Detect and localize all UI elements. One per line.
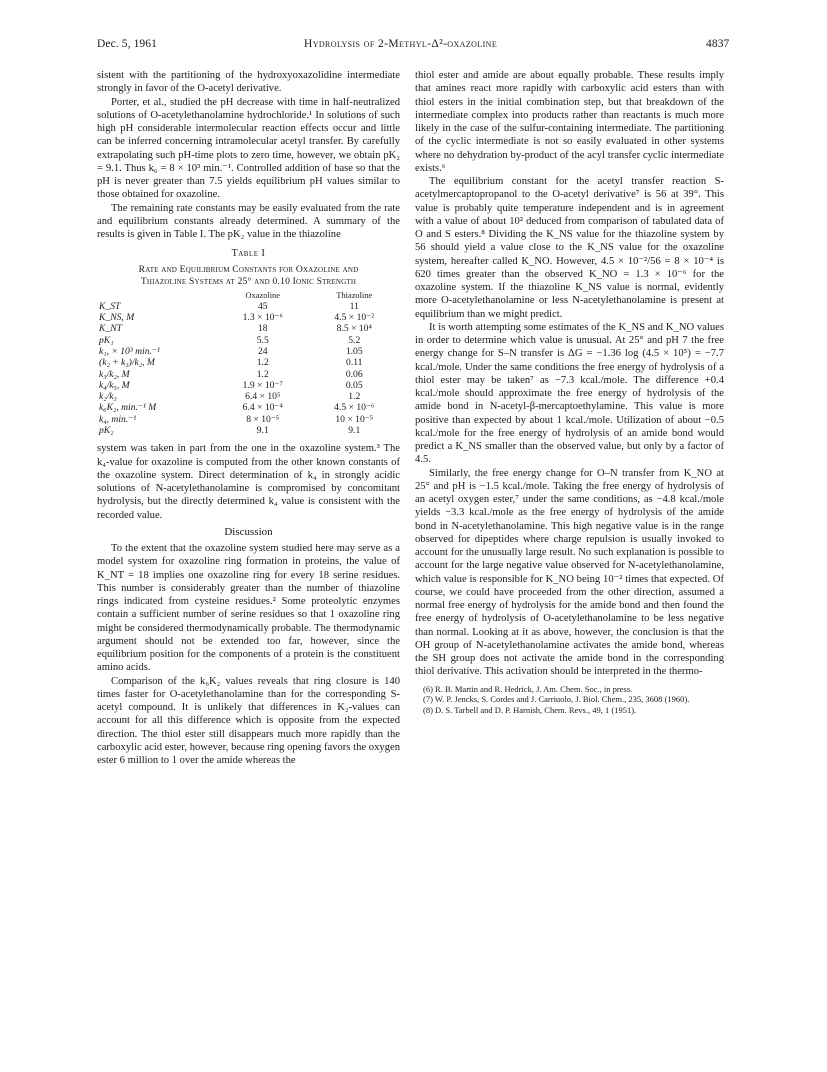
table-row bbox=[97, 425, 400, 436]
page-number: 4837 bbox=[706, 38, 730, 50]
table-cell-oxazoline: 24 bbox=[257, 345, 268, 357]
table-cell-quantity: K_NS, M bbox=[99, 312, 135, 324]
table-cell-oxazoline: 6.4 × 10⁵ bbox=[245, 391, 281, 403]
paragraph: Similarly, the free energy change for O–N transfer from K_NO at 25° and pH is −1.5 kcal./mole. Taking the free energy of hydrolysis of an acetyl oxygen ester,⁷ under the same conditions, as −4.8 kcal./mole yields −3.3 kcal./mole as the free energy of hydrolysis of the amide bond in N-acetylethanolamine. This high negative value is in the range observed for dipeptides where charge repulsion is usually invoked to account for the unusually large result. No such explanation is possible to account for the large negative value observed for N-acetylethanolamine, which value is responsible for K_NO being 10⁻² times that expected. Of course, we could have proceeded from the other direction, assumed a normal free energy of hydrolysis for the amide bond and then found the free energy of hydrolysis of O-acetylethanolamine to be less negative than normal. Looking at it as above, however, the conclusion is that the OH group of N-acetylethanolamine activates the amide bond, whereas the SH group does not activate the amide bond in the corresponding thiol derivative. This activation should be interpreted in the thermo- bbox=[415, 467, 724, 678]
table-cell-quantity: k₆K₂, min.⁻¹ M bbox=[99, 402, 157, 414]
table-row bbox=[97, 312, 400, 323]
table-cell-thiazoline: 11 bbox=[349, 300, 359, 312]
left-column bbox=[97, 69, 400, 767]
table-caption-line: Thiazoline Systems at 25° and 0.10 Ionic Strength bbox=[140, 275, 357, 287]
table-cell-oxazoline: 9.1 bbox=[256, 425, 269, 437]
table-cell-quantity: K_NT bbox=[99, 323, 122, 335]
table-cell-thiazoline: 1.2 bbox=[348, 391, 361, 403]
table-row bbox=[97, 380, 400, 391]
paragraph: The remaining rate constants may be easily evaluated from the rate and equilibrium constants already determined. A summary of the results is given in Table I. The pK₂ value in the thiazoline bbox=[97, 202, 400, 240]
table-cell-quantity: k₄/k₅, M bbox=[99, 379, 130, 391]
footnote: (6) R. B. Martin and R. Hedrick, J. Am. Chem. Soc., in press. bbox=[423, 683, 633, 694]
table-cell-thiazoline: 5.2 bbox=[348, 334, 361, 346]
footnote: (7) W. P. Jencks, S. Cordes and J. Carriuolo, J. Biol. Chem., 235, 3608 (1960). bbox=[423, 694, 690, 705]
table-cell-oxazoline: 1.2 bbox=[256, 368, 269, 380]
table-header-quantity bbox=[97, 290, 217, 301]
paragraph: To the extent that the oxazoline system studied here may serve as a model system for oxazoline ring formation in proteins, the value of K_NT = 18 implies one oxazoline ring for every 18 serine residues. This number is considerably greater than the number of thiazoline rings indicated from cysteine residues.² Some proteolytic enzymes contain a sufficient number of serine residues so that 1 oxazoline ring might be considered thermodynamically probable. The thermodynamic argument should not be extended too far, however, since the equilibrium position for the components of a protein is the constituent amino acids. bbox=[97, 543, 400, 674]
table-cell-quantity: k₂/k₃ bbox=[99, 391, 117, 403]
table-caption-line: Rate and Equilibrium Constants for Oxazoline and bbox=[138, 263, 359, 275]
table-row bbox=[97, 346, 400, 357]
paragraph: Porter, et al., studied the pH decrease with time in half-neutralized solutions of O-acetylethanolamine hydrochloride.¹ In solutions of such high pH considerable intermolecular reaction effects occur and little can be inferred concerning intramolecular acetyl transfer. By carefully extrapolating such pH-time plots to zero time, however, we obtain pK₂ = 9.1. Thus k₆ = 8 × 10³ min.⁻¹. Controlled addition of base so that the pH is never greater than 7.5 yields equilibrium pH values similar to those obtained for oxazoline. bbox=[97, 96, 400, 201]
footnotes bbox=[415, 684, 724, 716]
table-header-oxazoline: Oxazoline bbox=[245, 290, 280, 300]
table-cell-quantity: pK₁ bbox=[99, 334, 114, 346]
table-cell-thiazoline: 4.5 × 10⁻⁶ bbox=[334, 402, 375, 414]
section-heading-discussion: Discussion bbox=[224, 525, 273, 538]
table-cell-thiazoline: 0.05 bbox=[345, 379, 363, 391]
table-row bbox=[97, 391, 400, 402]
table-body bbox=[97, 301, 400, 437]
paragraph: thiol ester and amide are about equally probable. These results imply that amines react more rapidly with carboxylic acid esters than with thiol esters in the initial combination step, but that breakdown of the intermediate complex into products rather than reactants is much more likely in the case of the sulfur-containing intermediate. The partitioning of the cyclic intermediate is not so easily evaluated in other systems where no dehydration by-product of the acyl transfer cyclic intermediate exists.⁶ bbox=[415, 70, 724, 174]
table-header-thiazoline: Thiazoline bbox=[336, 290, 373, 300]
table-cell-oxazoline: 1.9 × 10⁻⁷ bbox=[242, 379, 283, 391]
table-row bbox=[97, 402, 400, 413]
table-row bbox=[97, 301, 400, 312]
table-cell-thiazoline: 9.1 bbox=[348, 425, 361, 437]
table-cell-quantity: k₁, × 10³ min.⁻¹ bbox=[99, 345, 160, 357]
table-cell-quantity: k₃/k₂, M bbox=[99, 368, 130, 380]
table-cell-oxazoline: 18 bbox=[257, 323, 268, 335]
table-cell-thiazoline: 1.05 bbox=[345, 345, 363, 357]
table-label: Table I bbox=[231, 248, 266, 260]
table-cell-oxazoline: 6.4 × 10⁻⁴ bbox=[242, 402, 283, 414]
table-cell-quantity: K_ST bbox=[99, 300, 121, 312]
header-date: Dec. 5, 1961 bbox=[97, 38, 157, 50]
table-cell-thiazoline: 0.11 bbox=[346, 357, 363, 369]
table-row bbox=[97, 335, 400, 346]
table-row bbox=[97, 369, 400, 380]
table-cell-thiazoline: 10 × 10⁻⁵ bbox=[335, 413, 374, 425]
table-row bbox=[97, 414, 400, 425]
table-row bbox=[97, 323, 400, 334]
table-cell-oxazoline: 8 × 10⁻⁵ bbox=[246, 413, 280, 425]
right-column bbox=[415, 69, 724, 715]
table-cell-oxazoline: 1.3 × 10⁻⁶ bbox=[242, 312, 283, 324]
table-1 bbox=[97, 247, 400, 436]
table-cell-quantity: pK₂ bbox=[99, 425, 114, 437]
paragraph: It is worth attempting some estimates of the K_NS and K_NO values in order to determine which value is unusual. At 25° and pH 7 the free energy change for S–N transfer is ΔG = −1.36 log (4.5 × 10⁵) = −7.7 kcal./mole. Under the same conditions the free energy of hydrolysis of a thiol ester may be taken⁷ as −7.3 kcal./mole. The difference +0.4 kcal./mole should approximate the free energy of hydrolysis of the amide bond in N-acetyl-β-mercaptoethylamine. This value is more positive than expected by about 1 kcal./mole. Utilization of about −0.5 kcal./mole for the free energy of hydrolysis of an amide bond would predict a K_NS smaller than the observed value, but only by a factor of 4.5. bbox=[415, 321, 724, 466]
paragraph: system was taken in part from the one in the oxazoline system.³ The k₄-value for oxazoline is computed from the other known constants of the oxazoline system. Direct determination of k₄ in strongly acidic solutions of N-acetylethanolamine is compromised by concomitant hydrolysis, but the directly determined k₄ value is consistent with the recorded value. bbox=[97, 443, 400, 521]
table-cell-thiazoline: 0.06 bbox=[345, 368, 363, 380]
table-cell-quantity: (k₂ + k₃)/k₂, M bbox=[99, 357, 155, 369]
table-cell-oxazoline: 1.2 bbox=[256, 357, 269, 369]
table-cell-quantity: k₄, min.⁻¹ bbox=[99, 413, 137, 425]
header-title: Hydrolysis of 2-Methyl-Δ²-oxazoline bbox=[304, 38, 498, 50]
paragraph: The equilibrium constant for the acetyl transfer reaction S-acetylmercaptopropanol to the O-acetyl derivative⁷ is 56 at 39°. This value is probably quite temperature independent and is in agreement with a value of about 10² deduced from comparison of tabulated data of O and S esters.⁸ Dividing the K_NS value for the thiazoline system by 56 should yield a value close to the K_NS value for the oxazoline system, hereafter called K_NO. However, 4.5 × 10⁻²/56 = 8 × 10⁻⁴ is 620 times greater than the observed K_NO = 1.3 × 10⁻⁶ for the oxazoline system. If the thiazoline K_NS value is normal, evidently more O-acetylethanolamine or less N-acetylethanolamine is present at equilibrium than we might predict. bbox=[415, 176, 724, 320]
paragraph: Comparison of the k₆K₂ values reveals that ring closure is 140 times faster for O-acetylethanolamine than for the corresponding S-acetyl compound. It is unlikely that differences in K₂-values can account for all this difference which is opposite from the expected direction. The thiol ester still disappears much more rapidly than the carboxylic acid ester, however, because ring opening favors the oxygen ester 6 million to 1 over the amide whereas the bbox=[97, 675, 400, 767]
table-row bbox=[97, 357, 400, 368]
constants-table bbox=[97, 290, 400, 437]
table-header-row bbox=[97, 290, 400, 301]
footnote: (8) D. S. Tarbell and D. P. Harnish, Chem. Revs., 49, 1 (1951). bbox=[423, 704, 637, 715]
paragraph: sistent with the partitioning of the hydroxyoxazolidine intermediate strongly in favor of the O-acetyl derivative. bbox=[97, 70, 400, 95]
table-cell-oxazoline: 45 bbox=[257, 300, 268, 312]
table-cell-oxazoline: 5.5 bbox=[256, 334, 269, 346]
table-cell-thiazoline: 4.5 × 10⁻² bbox=[334, 312, 375, 324]
table-cell-thiazoline: 8.5 × 10⁴ bbox=[336, 323, 372, 335]
